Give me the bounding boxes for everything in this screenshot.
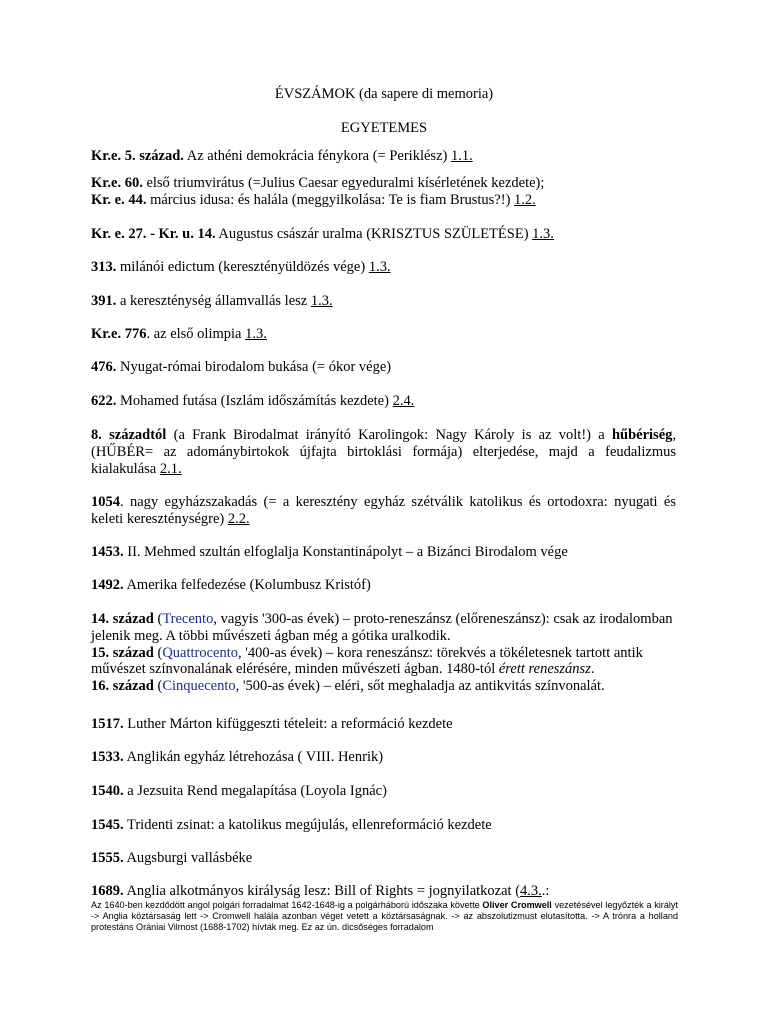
entry-text: , (HŰBÉR= az adománybirtokok újfajta birtoklási formája) elterjedése, majd a feudalizmus kialakulása <box>91 427 677 477</box>
entry-date: 14. század <box>91 611 154 627</box>
entry-text: , vagyis '300-as évek) – proto-reneszánsz (előreneszánsz): csak az irodalomban jelenik meg. A többi művészeti ágban még a gótika uralkodik. <box>91 611 673 644</box>
entry-renaissance-block <box>91 611 681 695</box>
entry-date: 1492. <box>91 577 124 593</box>
entry-date: Kr. e. 44. <box>91 192 147 208</box>
entry-text: Tridenti zsinat: a katolikus megújulás, ellenreformáció kezdete <box>123 817 492 833</box>
entry-jesuit <box>91 783 676 800</box>
entry-text: , '400-as évek) – kora reneszánsz: törekvés a tökéletesnek tartott antik művészet színvonalának elérésére, minden művészeti ágban. 1480-tól <box>91 644 643 678</box>
entry-term: Cinquecento <box>162 678 236 695</box>
entry-ref: 2.4. <box>392 393 415 409</box>
entry-date: 476. <box>91 359 117 375</box>
entry-date: Kr.e. 60. <box>91 175 143 191</box>
entry-trecento <box>91 611 681 645</box>
entry-date: 1545. <box>91 817 124 833</box>
note-text: Az 1640-ben kezdődött angol polgári forradalmat 1642-1648-ig a polgárháború időszaka követte <box>91 900 483 910</box>
page-title: ÉVSZÁMOK (da sapere di memoria) <box>274 86 494 102</box>
entry-text: Anglia alkotmányos királyság lesz: Bill of Rights = jognyilatkozat ( <box>123 883 521 899</box>
entry-text: .: <box>541 883 550 899</box>
entry-text: . <box>590 661 595 678</box>
entry-text: . az első olimpia <box>146 326 246 342</box>
entry-athens <box>91 148 676 165</box>
entry-date: 8. századtól <box>91 427 167 443</box>
entry-cinquecento <box>91 678 681 695</box>
entry-date: 15. század <box>91 644 154 661</box>
entry-ref: 1.3. <box>245 326 267 342</box>
entry-text: a Jezsuita Rend megalapítása (Loyola Ignác) <box>123 783 387 799</box>
entry-text: március idusa: és halála (meggyilkolása: Te is fiam Brustus?!) <box>146 192 515 208</box>
entry-hijra <box>91 393 676 410</box>
section-heading: EGYETEMES <box>340 120 428 136</box>
entry-text: Mohamed futása (Iszlám időszámítás kezdete) <box>116 393 393 409</box>
footnote-cromwell <box>91 900 678 934</box>
entry-schism <box>91 494 676 528</box>
entry-quattrocento <box>91 645 681 679</box>
entry-ref: 1.2. <box>514 192 536 208</box>
entry-text: Anglikán egyház létrehozása ( VIII. Henrik) <box>123 749 384 765</box>
entry-text: Amerika felfedezése (Kolumbusz Kristóf) <box>123 577 371 593</box>
entry-ref: 4.3. <box>520 883 542 899</box>
entry-date: Kr.e. 5. század. <box>91 148 184 164</box>
entry-term: Trecento <box>162 611 214 627</box>
entry-feudalism <box>91 427 676 477</box>
entry-text: Augsburgi vallásbéke <box>123 850 253 866</box>
entry-italic: érett reneszánsz <box>498 661 591 678</box>
entry-triumvirate <box>91 175 676 192</box>
entry-text: , '500-as évek) – eléri, sőt meghaladja az antikvitás színvonalát. <box>235 678 605 695</box>
entry-bill-of-rights <box>91 883 676 900</box>
entry-america <box>91 577 676 594</box>
entry-text: a kereszténység államvallás lesz <box>116 293 311 309</box>
entry-text: ( <box>153 678 163 695</box>
entry-date: 16. század <box>91 678 154 695</box>
entry-augustus <box>91 226 676 243</box>
entry-text: Nyugat-római birodalom bukása (= ókor vége) <box>116 359 392 375</box>
entry-constantinople <box>91 544 676 561</box>
entry-olympia <box>91 326 676 343</box>
entry-term: Quattrocento <box>162 644 239 661</box>
entry-date: 391. <box>91 293 117 309</box>
entry-date: 1533. <box>91 749 124 765</box>
entry-date: 1517. <box>91 716 124 732</box>
entry-date: 622. <box>91 393 117 409</box>
entry-reformation <box>91 716 676 733</box>
entry-augsburg <box>91 850 676 867</box>
entry-caesar-death <box>91 192 676 209</box>
entry-date: 313. <box>91 259 117 275</box>
entry-anglican <box>91 749 676 766</box>
entry-date: 1689. <box>91 883 124 899</box>
entry-date: 1555. <box>91 850 124 866</box>
entry-trent <box>91 817 676 834</box>
entry-text: Luther Márton kifüggeszti tételeit: a reformáció kezdete <box>123 716 453 732</box>
entry-ref: 1.1. <box>450 148 473 164</box>
entry-text: . nagy egyházszakadás (= a keresztény egyház szétválik katolikus és ortodoxra: nyugati és keleti kereszténységre) <box>91 494 676 527</box>
entry-text: II. Mehmed szultán elfoglalja Konstantinápolyt – a Bizánci Birodalom vége <box>123 544 568 560</box>
entry-date: Kr. e. 27. - Kr. u. 14. <box>91 226 216 242</box>
entry-date: Kr.e. 776 <box>91 326 147 342</box>
entry-state-religion <box>91 293 676 310</box>
entry-text: ( <box>153 644 163 661</box>
entry-milan-edict <box>91 259 676 276</box>
entry-text: Augustus császár uralma (KRISZTUS SZÜLETÉSE) <box>215 226 533 242</box>
entry-date: 1453. <box>91 544 124 560</box>
entry-ref: 2.1. <box>159 460 182 477</box>
entry-ref: 1.3. <box>368 259 391 275</box>
entry-text: ( <box>153 611 163 627</box>
entry-keyword: hűbériség <box>611 427 673 443</box>
entry-rome-fall <box>91 359 676 376</box>
entry-ref: 1.3. <box>532 226 554 242</box>
entry-text: milánói edictum (keresztényüldözés vége) <box>116 259 369 275</box>
entry-text: első triumvirátus (=Julius Caesar egyeduralmi kísérletének kezdete); <box>142 175 545 191</box>
note-text: vezetésével legyőzték a királyt -> Anglia köztársaság lett -> Cromwell halála azonban véget vetett a köztársaságnak. -> az abszolutizmust elutasította. -> A trónra a holland protestáns Orániai Vilmost (1688-1702) hívták meg. Ez az ún. dicsőséges forradalom <box>91 900 678 933</box>
entry-text: Az athéni demokrácia fénykora (= Periklész) <box>183 148 451 164</box>
note-keyword: Oliver Cromwell <box>482 900 552 910</box>
entry-ref: 2.2. <box>227 510 250 527</box>
entry-date: 1054 <box>91 494 120 510</box>
entry-text: (a Frank Birodalmat irányító Karolingok: Nagy Károly is az volt!) a <box>166 427 612 443</box>
entry-date: 1540. <box>91 783 124 799</box>
entry-ref: 1.3. <box>310 293 333 309</box>
